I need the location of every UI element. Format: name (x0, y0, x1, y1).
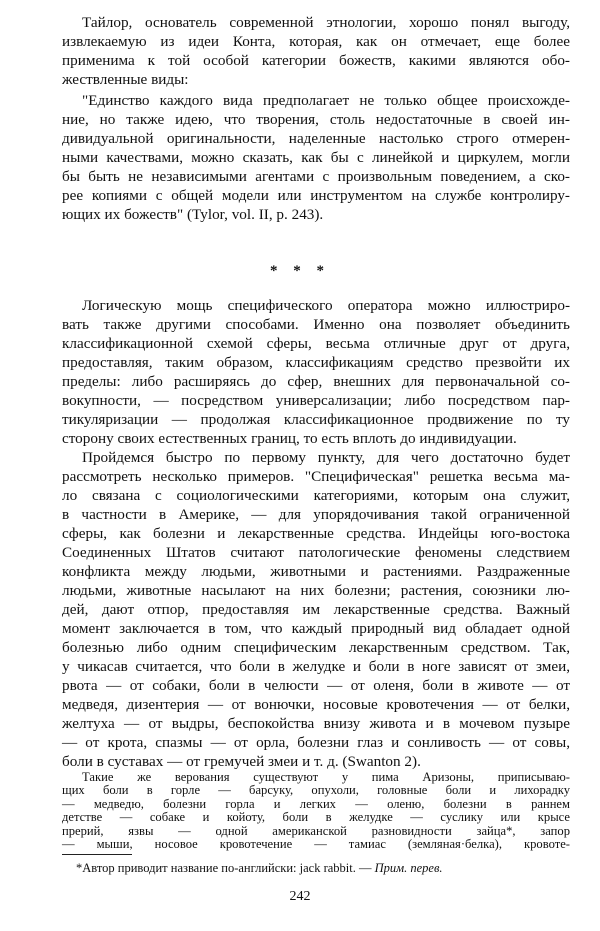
text-line: прерий, язвы — одной американской разновидности зайца*, запор (62, 823, 570, 838)
text-line: сферы, как болезни и лекарственные средства. Индейцы юго-востока (62, 525, 570, 542)
footnote (76, 860, 443, 876)
text-line: болезнью либо одним специфическим лекарственным средством. Так, (62, 639, 570, 656)
text-line: применима к той особой категории божеств, какими являются обо- (62, 52, 570, 69)
text-line: людьми, животные насылают на них болезни; растения, союзники лю- (62, 582, 570, 599)
text-line: извлекаемую из идеи Конта, которая, как он отмечает, еще более (62, 33, 570, 50)
footnote-rule (62, 854, 132, 855)
text-line: вокупности, — посредством универсализации; либо посредством пар- (62, 392, 570, 409)
text-line: детстве — собаке и койоту, боли в желудке — суслику или крысе (62, 810, 570, 825)
text-line: Логическую мощь специфического оператора можно иллюстриро- (82, 297, 570, 314)
text-line: рвота — от собаки, боли в челюсти — от оленя, боли в животе — от (62, 677, 570, 694)
text-line: жествленные виды: (62, 71, 189, 88)
text-line: вать также другими способами. Именно она позволяет объединить (62, 316, 570, 333)
text-line: боли в суставах — от гремучей змеи и т. д. (Swanton 2). (62, 753, 421, 770)
page-number: 242 (289, 889, 311, 904)
text-line: конфликта между людьми, животными и растениями. Раздраженные (62, 563, 570, 580)
quote-line: ние, но также идею, что творения, столь недостаточные в своей ин- (62, 111, 570, 128)
text-line: щих боли в горле — барсуку, опухоли, головные боли и лихорадку (62, 783, 570, 798)
text-line: ло связана с социологическими категориями, которым она служит, (62, 487, 570, 504)
section-separator: * * * (270, 263, 330, 279)
text-line: — мыши, носовое кровотечение — тамиас (земляная·белка), кровоте- (62, 837, 570, 851)
text-line: рассмотреть несколько примеров. "Специфическая" решетка весьма ма- (62, 468, 570, 485)
text-line: Тайлор, основатель современной этнологии, хорошо понял выгоду, (82, 14, 570, 31)
footnote-note: Прим. перев. (374, 861, 443, 875)
quote-line: рее копиями с общей модели или инструментом на службе контролиру- (62, 187, 570, 204)
text-line: Пройдемся быстро по первому пункту, для чего достаточно будет (82, 449, 570, 466)
text-line: в частности в Америке, — для упорядочивания такой ограниченной (62, 506, 570, 523)
text-line: Соединенных Штатов считают патологические феномены следствием (62, 544, 570, 561)
text-line: тикуляризации — продолжая классификационное продвижение по ту (62, 411, 570, 428)
text-line: момент заключается в том, что каждый природный вид обладает одной (62, 620, 570, 637)
footnote-text: *Автор приводит название по-английски: jack rabbit. — (76, 861, 375, 875)
text-line: предоставляя, таким образом, классификациям средство презвойти их (62, 354, 570, 371)
text-line: классификационной схемой сферы, весьма отличные друг от друга, (62, 335, 570, 352)
text-line: дей, дают отпор, предоставляя им лекарственные средства. Важный (62, 601, 570, 618)
text-line: — от крота, спазмы — от орла, болезни глаз и сонливость — от совы, (62, 734, 570, 751)
quote-line: ными качествами, можно сказать, как бы с линейкой и циркулем, могли (62, 149, 570, 166)
text-line: сторону своих естественных границ, то есть вплоть до индивидуации. (62, 430, 517, 447)
text-line: у чикасав считается, что боли в желудке и боли в ноге зависят от змеи, (62, 658, 570, 675)
quote-line: ющих их божеств" (Tylor, vol. II, p. 243). (62, 206, 324, 223)
quote-line: дивидуальной оригинальности, наделенные настолько строго отмерен- (62, 130, 570, 147)
quote-line: "Единство каждого вида предполагает не только общее происхожде- (82, 92, 570, 109)
text-line: Такие же верования существуют у пима Аризоны, приписываю- (82, 770, 570, 784)
text-line: медведя, дизентерия — от вонючки, носовые кровотечения — от белки, (62, 696, 570, 713)
text-line: желтуха — от выдры, беспокойства внизу живота и в мочевом пузыре (62, 715, 570, 732)
quote-line: бы быть не независимыми агентами с произвольным поведением, а ско- (62, 168, 570, 185)
text-line: пределы: либо расширяясь до сфер, внешних для первоначальной со- (62, 373, 570, 390)
text-line: — медведю, болезни горла и легких — оленю, болезни в раннем (62, 796, 570, 811)
